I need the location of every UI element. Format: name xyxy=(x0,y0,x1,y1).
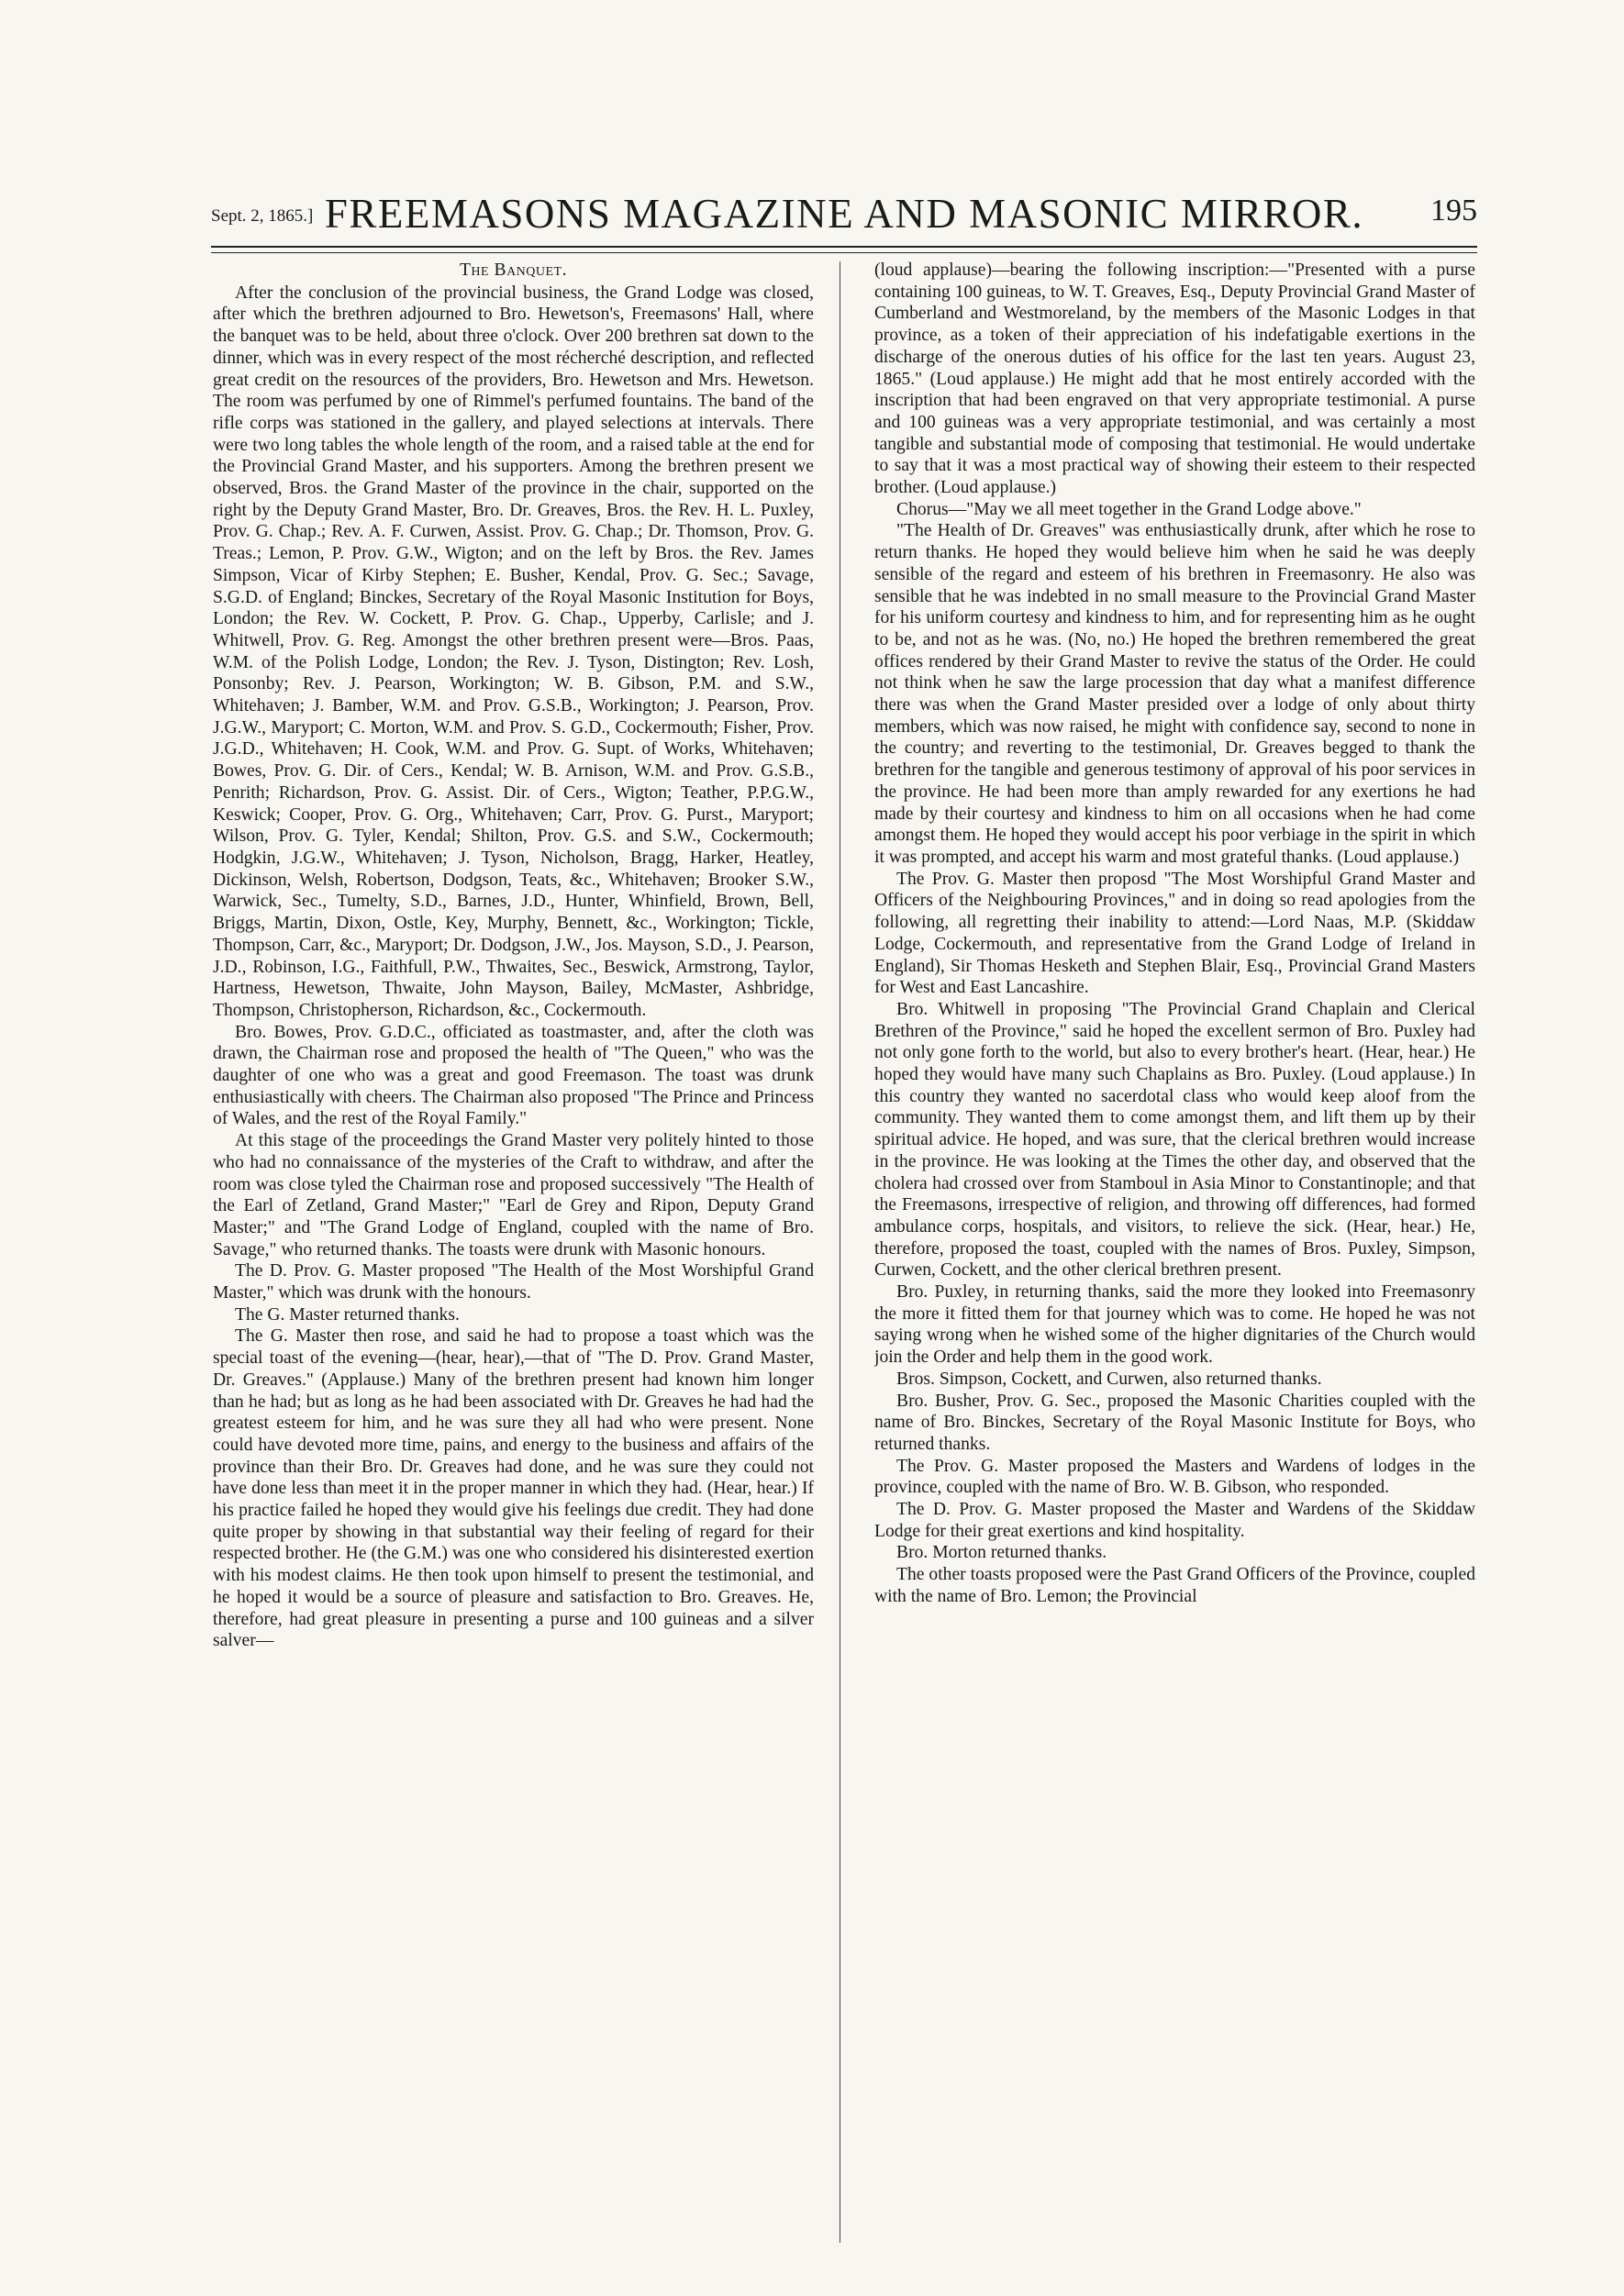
paragraph: "The Health of Dr. Greaves" was enthusiastically drunk, after which he rose to return thanks. He hoped they would believe him when he said he was deeply sensible of the regard and esteem of his brethren in Freemasonry. He also was sensible that he was indebted in no small measure to the Provincial Grand Master for his uniform courtesy and kindness to him, and for representing him as he ought to be, and not as he was. (No, no.) He hoped the brethren remembered the great offices rendered by their Grand Master to revive the status of the Order. He could not think when he saw the large procession that day what a manifest difference there was when the Grand Master presided over a lodge of only about thirty members, which was now raised, he might with confidence say, second to none in the country; and reverting to the testimonial, Dr. Greaves begged to thank the brethren for the tangible and generous testimony of approval of his poor services in the province. He had been more than amply rewarded for any exertions he had made by their courtesy and kindness to him on all occasions when he had come amongst them. He hoped they would accept his poor verbiage in the spirit in which it was prompted, and accept his warm and most grateful thanks. (Loud applause.) xyxy=(874,521,1475,867)
paragraph: The other toasts proposed were the Past Grand Officers of the Province, coupled with the name of Bro. Lemon; the Provincial xyxy=(874,1565,1475,1606)
issue-date: Sept. 2, 1865.] xyxy=(211,206,314,226)
page-number: 195 xyxy=(1430,194,1477,227)
paragraph: At this stage of the proceedings the Grand Master very politely hinted to those who had no connaissance of the mysteries of the Craft to withdraw, and after the room was close tyled the Chairman rose and proposed successively "The Health of the Earl of Zetland, Grand Master;" "Earl de Grey and Ripon, Deputy Grand Master;" and "The Grand Lodge of England, coupled with the name of Bro. Savage," who returned thanks. The toasts were drunk with Masonic honours. xyxy=(213,1131,814,1259)
right-column xyxy=(874,260,1475,2246)
paragraph: The Prov. G. Master then proposd "The Most Worshipful Grand Master and Officers of the Neighbouring Provinces," and in doing so read apologies from the following, all regretting their inability to attend:—Lord Naas, M.P. (Skiddaw Lodge, Cockermouth, and representative from the Grand Lodge of Ireland in England), Sir Thomas Hesketh and Stephen Blair, Esq., Provincial Grand Masters for West and East Lancashire. xyxy=(874,869,1475,998)
paragraph: The D. Prov. G. Master proposed the Master and Wardens of the Skiddaw Lodge for their great exertions and kind hospitality. xyxy=(874,1500,1475,1541)
masthead-title: FREEMASONS MAGAZINE AND MASONIC MIRROR. xyxy=(324,191,1364,237)
paragraph: Bro. Puxley, in returning thanks, said the more they looked into Freemasonry the more it fitted them for that journey which was to come. He hoped he was not saying wrong when he wished some of the higher dignitaries of the Church would join the Order and help them in the good work. xyxy=(874,1282,1475,1368)
section-heading: The Banquet. xyxy=(459,261,568,280)
paragraph: (loud applause)—bearing the following inscription:—"Presented with a purse containing 100 guineas, to W. T. Greaves, Esq., Deputy Provincial Grand Master of Cumberland and Westmoreland, by the members of the Masonic Lodges in that province, as a token of their appreciation of his indefatigable exertions in the discharge of the onerous duties of his office for the last ten years. August 23, 1865." (Loud applause.) He might add that he most entirely accorded with the inscription that had been engraved on that very appropriate testimonial. A purse and 100 guineas was a very appropriate testimonial, and was certainly a most tangible and substantial mode of composing that testimonial. He would undertake to say that it was a most practical way of showing their esteem to their respected brother. (Loud applause.) xyxy=(874,261,1475,498)
paragraph: The D. Prov. G. Master proposed "The Health of the Most Worshipful Grand Master," which was drunk with the honours. xyxy=(213,1261,814,1303)
paragraph: After the conclusion of the provincial business, the Grand Lodge was closed, after which the brethren adjourned to Bro. Hewetson's, Freemasons' Hall, where the banquet was to be held, about three o'clock. Over 200 brethren sat down to the dinner, which was in every respect of the most récherché description, and reflected great credit on the resources of the providers, Bro. Hewetson and Mrs. Hewetson. The room was perfumed by one of Rimmel's perfumed fountains. The band of the rifle corps was stationed in the gallery, and played selections at intervals. There were two long tables the whole length of the room, and a raised table at the end for the Provincial Grand Master, and his supporters. Among the brethren present we observed, Bros. the Grand Master of the province in the chair, supported on the right by the Deputy Grand Master, Bro. Dr. Greaves, Bros. the Rev. H. L. Puxley, Prov. G. Chap.; Rev. A. F. Curwen, Assist. Prov. G. Chap.; Dr. Thomson, Prov. G. Treas.; Lemon, P. Prov. G.W., Wigton; and on the left by Bros. the Rev. James Simpson, Vicar of Kirby Stephen; E. Busher, Kendal, Prov. G. Sec.; Savage, S.G.D. of England; Binckes, Secretary of the Royal Masonic Institution for Boys, London; the Rev. W. Cockett, P. Prov. G. Chap., Upperby, Carlisle; and J. Whitwell, Prov. G. Reg. Amongst the other brethren present were—Bros. Paas, W.M. of the Polish Lodge, London; the Rev. J. Tyson, Distington; Rev. Losh, Ponsonby; Rev. J. Pearson, Workington; W. B. Gibson, P.M. and S.W., Whitehaven; J. Bamber, W.M. and Prov. G.S.B., Workington; J. Pearson, Prov. J.G.W., Maryport; C. Morton, W.M. and Prov. S. G.D., Cockermouth; Fisher, Prov. J.G.D., Whitehaven; H. Cook, W.M. and Prov. G. Supt. of Works, Whitehaven; Bowes, Prov. G. Dir. of Cers., Kendal; W. B. Arnison, W.M. and Prov. G.S.B., Penrith; Richardson, Prov. G. Assist. Dir. of Cers., Wigton; Teather, P.P.G.W., Keswick; Cooper, Prov. G. Org., Whitehaven; Carr, Prov. G. Purst., Maryport; Wilson, Prov. G. Tyler, Kendal; Shilton, Prov. G.S. and S.W., Cockermouth; Hodgkin, J.G.W., Whitehaven; J. Tyson, Nicholson, Bragg, Harker, Heatley, Dickinson, Welsh, Robertson, Dodgson, Teats, &c., Whitehaven; Brooker S.W., Warwick, Sec., Tumelty, S.D., Barnes, J.D., Hunter, Whinfield, Brown, Bell, Briggs, Martin, Dixon, Ostle, Key, Murphy, Bennett, &c., Workington; Tickle, Thompson, Carr, &c., Maryport; Dr. Dodgson, J.W., Jos. Mayson, S.D., J. Pearson, J.D., Robinson, I.G., Faithfull, P.W., Thwaites, Sec., Beswick, Armstrong, Taylor, Hartness, Hewetson, Thwaite, John Mayson, Bailey, McMaster, Ashbridge, Thompson, Christopherson, Richardson, &c., Cockermouth. xyxy=(213,283,814,1020)
paragraph: Bro. Busher, Prov. G. Sec., proposed the Masonic Charities coupled with the name of Bro. Binckes, Secretary of the Royal Masonic Institute for Boys, who returned thanks. xyxy=(874,1391,1475,1454)
paragraph: The G. Master then rose, and said he had to propose a toast which was the special toast of the evening—(hear, hear),—that of "The D. Prov. Grand Master, Dr. Greaves." (Applause.) Many of the brethren present had known him longer than he had; but as long as he had been associated with Dr. Greaves he had had the greatest esteem for him, and he was sure they all had who were present. None could have devoted more time, pains, and energy to the business and affairs of the province than their Bro. Dr. Greaves had done, and he was sure they could not have done less than meet it in the proper manner in which they had. (Hear, hear.) If his practice failed he hoped they would give his feelings due credit. They had done quite proper by showing in that substantial way their feeling of regard for their respected brother. He (the G.M.) was one who considered his disinterested exertion with his modest claims. He then took upon himself to present the testimonial, and he hoped it would be a source of pleasure and satisfaction to Bro. Greaves. He, therefore, had great pleasure in presenting a purse and 100 guineas and a silver salver— xyxy=(213,1326,814,1651)
paragraph: The G. Master returned thanks. xyxy=(235,1304,460,1325)
paragraph: Bros. Simpson, Cockett, and Curwen, also returned thanks. xyxy=(896,1369,1322,1389)
paragraph: Bro. Morton returned thanks. xyxy=(896,1543,1107,1563)
running-header xyxy=(211,188,1477,237)
paragraph: The Prov. G. Master proposed the Masters and Wardens of lodges in the province, coupled with the name of Bro. W. B. Gibson, who responded. xyxy=(874,1456,1475,1498)
paragraph: Bro. Bowes, Prov. G.D.C., officiated as toastmaster, and, after the cloth was drawn, the Chairman rose and proposed the health of "The Queen," who was the daughter of one who was a great and good Freemason. The toast was drunk enthusiastically with cheers. The Chairman also proposed "The Prince and Princess of Wales, and the rest of the Royal Family." xyxy=(213,1022,814,1129)
left-column xyxy=(213,260,814,2246)
header-rule-thick xyxy=(211,246,1477,248)
paragraph: Bro. Whitwell in proposing "The Provincial Grand Chaplain and Clerical Brethren of the Province," said he hoped the excellent sermon of Bro. Puxley had not only gone forth to the world, but also to every brother's heart. (Hear, hear.) He hoped they would have many such Chaplains as Bro. Puxley. (Loud applause.) In this country they wanted no sacerdotal class who would keep aloof from the community. They wanted them to come amongst them, and lift them up by their spiritual advice. He hoped, and was sure, that the clerical brethren would increase in the province. He was looking at the Times the other day, and observed that the cholera had crossed over from Stamboul in Asia Minor to Constantinople; and that the Freemasons, irrespective of religion, and throwing off differences, had formed ambulance corps, hospitals, and visitors, to relieve the sick. (Hear, hear.) He, therefore, proposed the toast, coupled with the names of Bros. Puxley, Simpson, Curwen, Cockett, and the other clerical brethren present. xyxy=(874,999,1475,1281)
header-rule-thin xyxy=(211,252,1477,253)
paragraph: Chorus—"May we all meet together in the Grand Lodge above." xyxy=(896,499,1362,519)
